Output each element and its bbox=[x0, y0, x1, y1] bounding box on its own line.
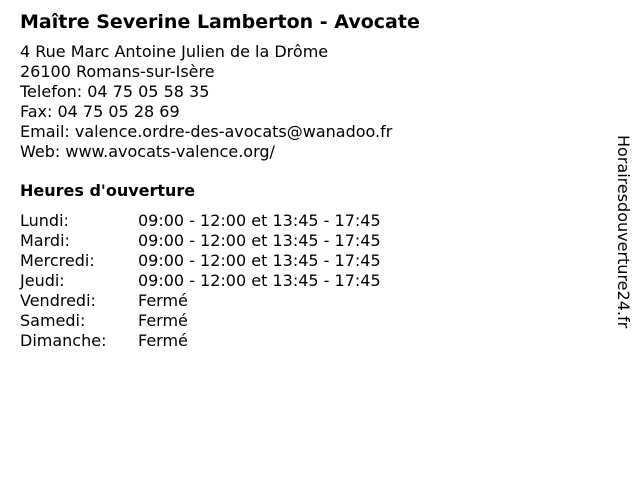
hours-row-tuesday bbox=[20, 231, 580, 251]
day-label: Dimanche: bbox=[20, 331, 107, 350]
website-url: Web: www.avocats-valence.org/ bbox=[20, 142, 275, 161]
street-address: 4 Rue Marc Antoine Julien de la Drôme bbox=[20, 42, 329, 61]
day-label: Jeudi: bbox=[20, 271, 65, 290]
hours-row-monday bbox=[20, 211, 580, 231]
address-block bbox=[20, 42, 580, 162]
opening-hours-heading: Heures d'ouverture bbox=[20, 181, 196, 200]
hours-row-saturday bbox=[20, 311, 580, 331]
day-label: Samedi: bbox=[20, 311, 86, 330]
watermark-container bbox=[611, 135, 635, 345]
fax-number: Fax: 04 75 05 28 69 bbox=[20, 102, 180, 121]
site-watermark: Horairesdouverture24.fr bbox=[614, 135, 633, 329]
hours-row-wednesday bbox=[20, 251, 580, 271]
hours-value: 09:00 - 12:00 et 13:45 - 17:45 bbox=[138, 231, 381, 250]
business-card bbox=[20, 10, 580, 351]
hours-value: 09:00 - 12:00 et 13:45 - 17:45 bbox=[138, 211, 381, 230]
day-label: Mardi: bbox=[20, 231, 70, 250]
phone-number: Telefon: 04 75 05 58 35 bbox=[20, 82, 210, 101]
hours-row-sunday bbox=[20, 331, 580, 351]
day-label: Vendredi: bbox=[20, 291, 96, 310]
hours-row-thursday bbox=[20, 271, 580, 291]
city-address: 26100 Romans-sur-Isère bbox=[20, 62, 215, 81]
hours-value: Fermé bbox=[138, 331, 188, 350]
business-title: Maître Severine Lamberton - Avocate bbox=[20, 11, 420, 33]
opening-hours-table bbox=[20, 211, 580, 351]
hours-value: 09:00 - 12:00 et 13:45 - 17:45 bbox=[138, 271, 381, 290]
email-address: Email: valence.ordre-des-avocats@wanadoo.fr bbox=[20, 122, 393, 141]
hours-value: 09:00 - 12:00 et 13:45 - 17:45 bbox=[138, 251, 381, 270]
hours-value: Fermé bbox=[138, 291, 188, 310]
day-label: Mercredi: bbox=[20, 251, 95, 270]
day-label: Lundi: bbox=[20, 211, 69, 230]
hours-row-friday bbox=[20, 291, 580, 311]
hours-value: Fermé bbox=[138, 311, 188, 330]
